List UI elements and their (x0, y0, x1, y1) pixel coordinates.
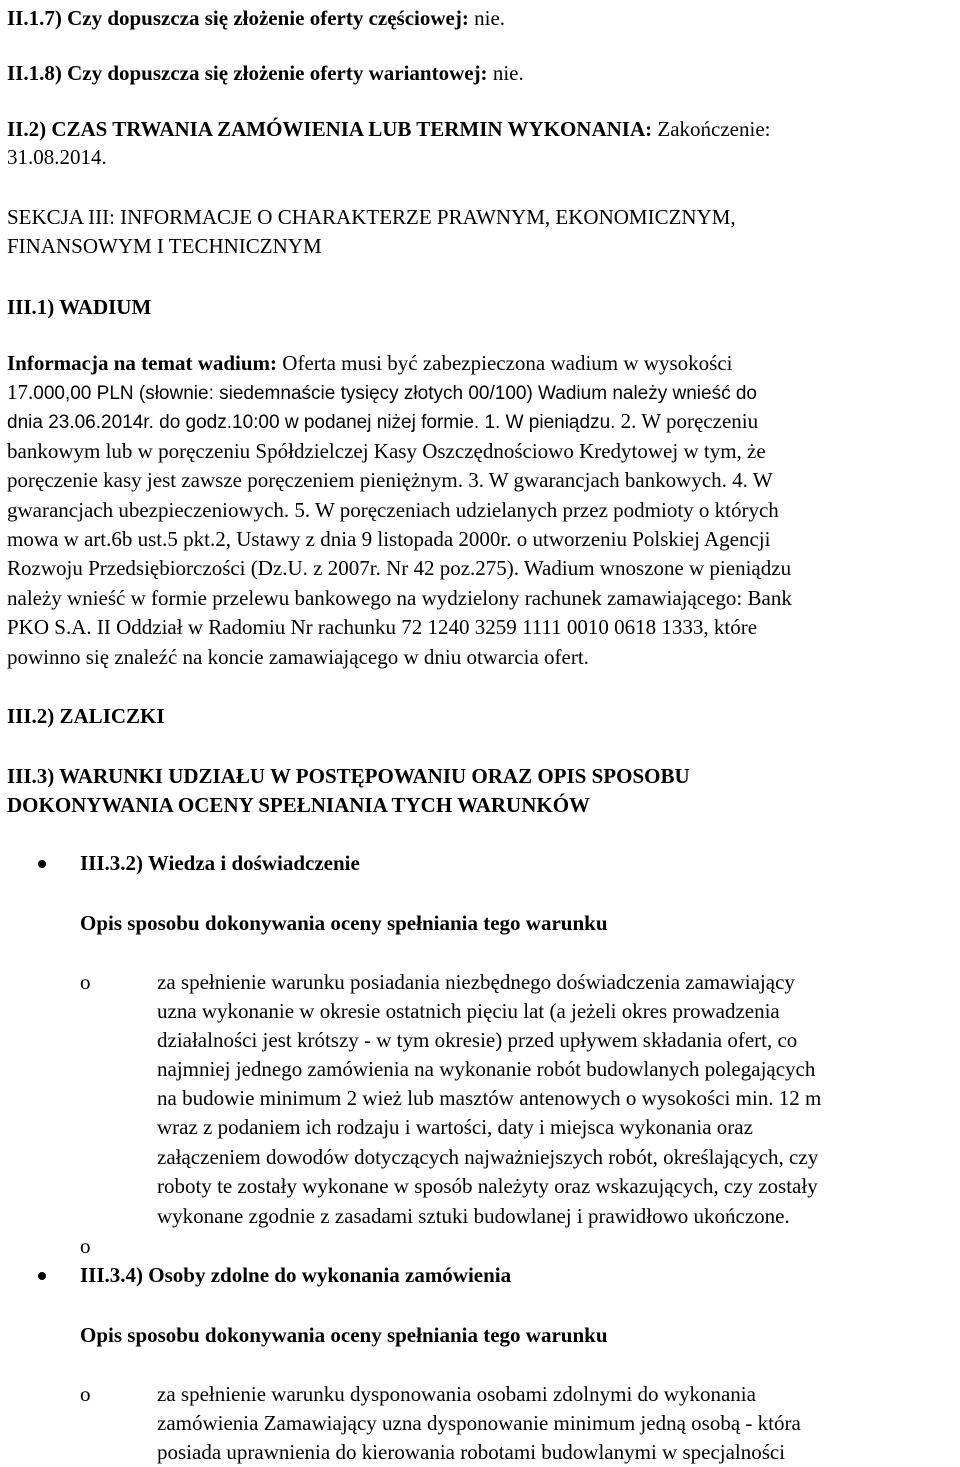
item1-line-2: działalności jest krótszy - w tym okresie) przed upływem składania ofert, co (157, 1028, 798, 1052)
wadium-line-2-a: dnia 23.06.2014r. do godz.10:00 w podanej niżej formie. 1. W pieniądzu. (7, 412, 616, 433)
item2-heading: III.3.4) Osoby zdolne do wykonania zamówienia (80, 1263, 512, 1287)
item1-line-6: załączeniem dowodów dotyczących najważniejszych robót, określających, czy (157, 1145, 819, 1169)
warunki-heading-line2: DOKONYWANIA OCENY SPEŁNIANIA TYCH WARUNKÓW (7, 793, 591, 817)
item2-line-1: zamówienia Zamawiający uzna dysponowanie minimum jedną osobą - która (157, 1411, 801, 1435)
wadium-line-0-text: Oferta musi być zabezpieczona wadium w wysokości (277, 351, 733, 375)
item1-line-7: roboty te zostały wykonane w sposób należyty oraz wskazujących, czy zostały (157, 1174, 818, 1198)
wadium-line-5: gwarancjach ubezpieczeniowych. 5. W poręczeniach udzielanych przez podmioty o których (7, 498, 779, 522)
item1-line-5: wraz z podaniem ich rodzaju i wartości, daty i miejsca wykonania oraz (157, 1115, 753, 1139)
item1-subheading: Opis sposobu dokonywania oceny spełniania tego warunku (80, 911, 608, 935)
item2-subheading: Opis sposobu dokonywania oceny spełniania tego warunku (80, 1323, 608, 1347)
wadium-line-3: bankowym lub w poręczeniu Spółdzielczej Kasy Oszczędnościowo Kredytowej w tym, że (7, 439, 766, 463)
zaliczki-heading: III.2) ZALICZKI (7, 704, 165, 728)
wadium-line-0 (7, 349, 732, 378)
section-ii-1-8-value: nie. (487, 61, 524, 85)
wadium-line-6: mowa w art.6b ust.5 pkt.2, Ustawy z dnia 9 listopada 2000r. o utworzeniu Polskiej Agencji (7, 527, 771, 551)
section-ii-1-7 (7, 4, 505, 33)
wadium-line-1-b: 000,00 PLN (słownie: siedemnaście tysięcy złotych 00/100) Wadium należy wnieść do (33, 383, 758, 404)
wadium-line-8: należy wnieść w formie przelewu bankowego na wydzielony rachunek zamawiającego: Bank (7, 586, 792, 610)
section-ii-1-8-label: II.1.8) Czy dopuszcza się złożenie oferty wariantowej: (7, 61, 488, 85)
section-ii-2-date: 31.08.2014. (7, 145, 107, 169)
section-ii-1-7-label: II.1.7) Czy dopuszcza się złożenie oferty częściowej: (7, 6, 469, 30)
item1-heading: III.3.2) Wiedza i doświadczenie (80, 851, 360, 875)
item1-line-1: uzna wykonanie w okresie ostatnich pięciu lat (a jeżeli okres prowadzenia (157, 999, 780, 1023)
item1-line-3: najmniej jednego zamówienia na wykonanie robót budowlanych polegających (157, 1057, 816, 1081)
wadium-line-2-b: 2. W poręczeniu (615, 409, 759, 433)
bullet-icon (38, 860, 46, 868)
wadium-line-10: powinno się znaleźć na koncie zamawiającego w dniu otwarcia ofert. (7, 645, 589, 669)
section-ii-2 (7, 115, 770, 144)
wadium-line-7: Rozwoju Przedsiębiorczości (Dz.U. z 2007r. Nr 42 poz.275). Wadium wnoszone w pieniądzu (7, 556, 792, 580)
item2-line-0: za spełnienie warunku dysponowania osobami zdolnymi do wykonania (157, 1382, 756, 1406)
warunki-heading-line1: III.3) WARUNKI UDZIAŁU W POSTĘPOWANIU ORAZ OPIS SPOSOBU (7, 764, 690, 788)
wadium-line-2 (7, 407, 758, 437)
circle-marker: o (80, 1234, 91, 1258)
section-ii-1-7-value: nie. (468, 6, 506, 30)
item1-line-8: wykonane zgodnie z zasadami sztuki budowlanej i prawidłowo ukończone. (157, 1204, 790, 1228)
wadium-line-1-a: 17. (7, 380, 34, 404)
section-ii-2-value: Zakończenie: (652, 117, 771, 141)
item1-line-0: za spełnienie warunku posiadania niezbędnego doświadczenia zamawiający (157, 970, 795, 994)
section-ii-1-8 (7, 59, 524, 88)
wadium-info-label: Informacja na temat wadium: (7, 351, 278, 375)
wadium-line-1 (7, 378, 757, 408)
wadium-line-9: PKO S.A. II Oddział w Radomiu Nr rachunku 72 1240 3259 1111 0010 0618 1333, które (7, 615, 758, 639)
section-iii-title-line1: SEKCJA III: INFORMACJE O CHARAKTERZE PRAWNYM, EKONOMICZNYM, (7, 205, 736, 229)
wadium-heading: III.1) WADIUM (7, 295, 152, 319)
wadium-line-4: poręczenie kasy jest zawsze poręczeniem pieniężnym. 3. W gwarancjach bankowych. 4. W (7, 468, 773, 492)
item1-line-4: na budowie minimum 2 wież lub masztów antenowych o wysokości min. 12 m (157, 1086, 822, 1110)
section-iii-title-line2: FINANSOWYM I TECHNICZNYM (7, 234, 322, 258)
section-ii-2-label: II.2) CZAS TRWANIA ZAMÓWIENIA LUB TERMIN WYKONANIA: (7, 117, 653, 141)
bullet-icon (38, 1272, 46, 1280)
item2-line-2: posiada uprawnienia do kierowania robotami budowlanymi w specjalności (157, 1440, 786, 1464)
circle-marker: o (80, 970, 91, 994)
circle-marker: o (80, 1382, 91, 1406)
